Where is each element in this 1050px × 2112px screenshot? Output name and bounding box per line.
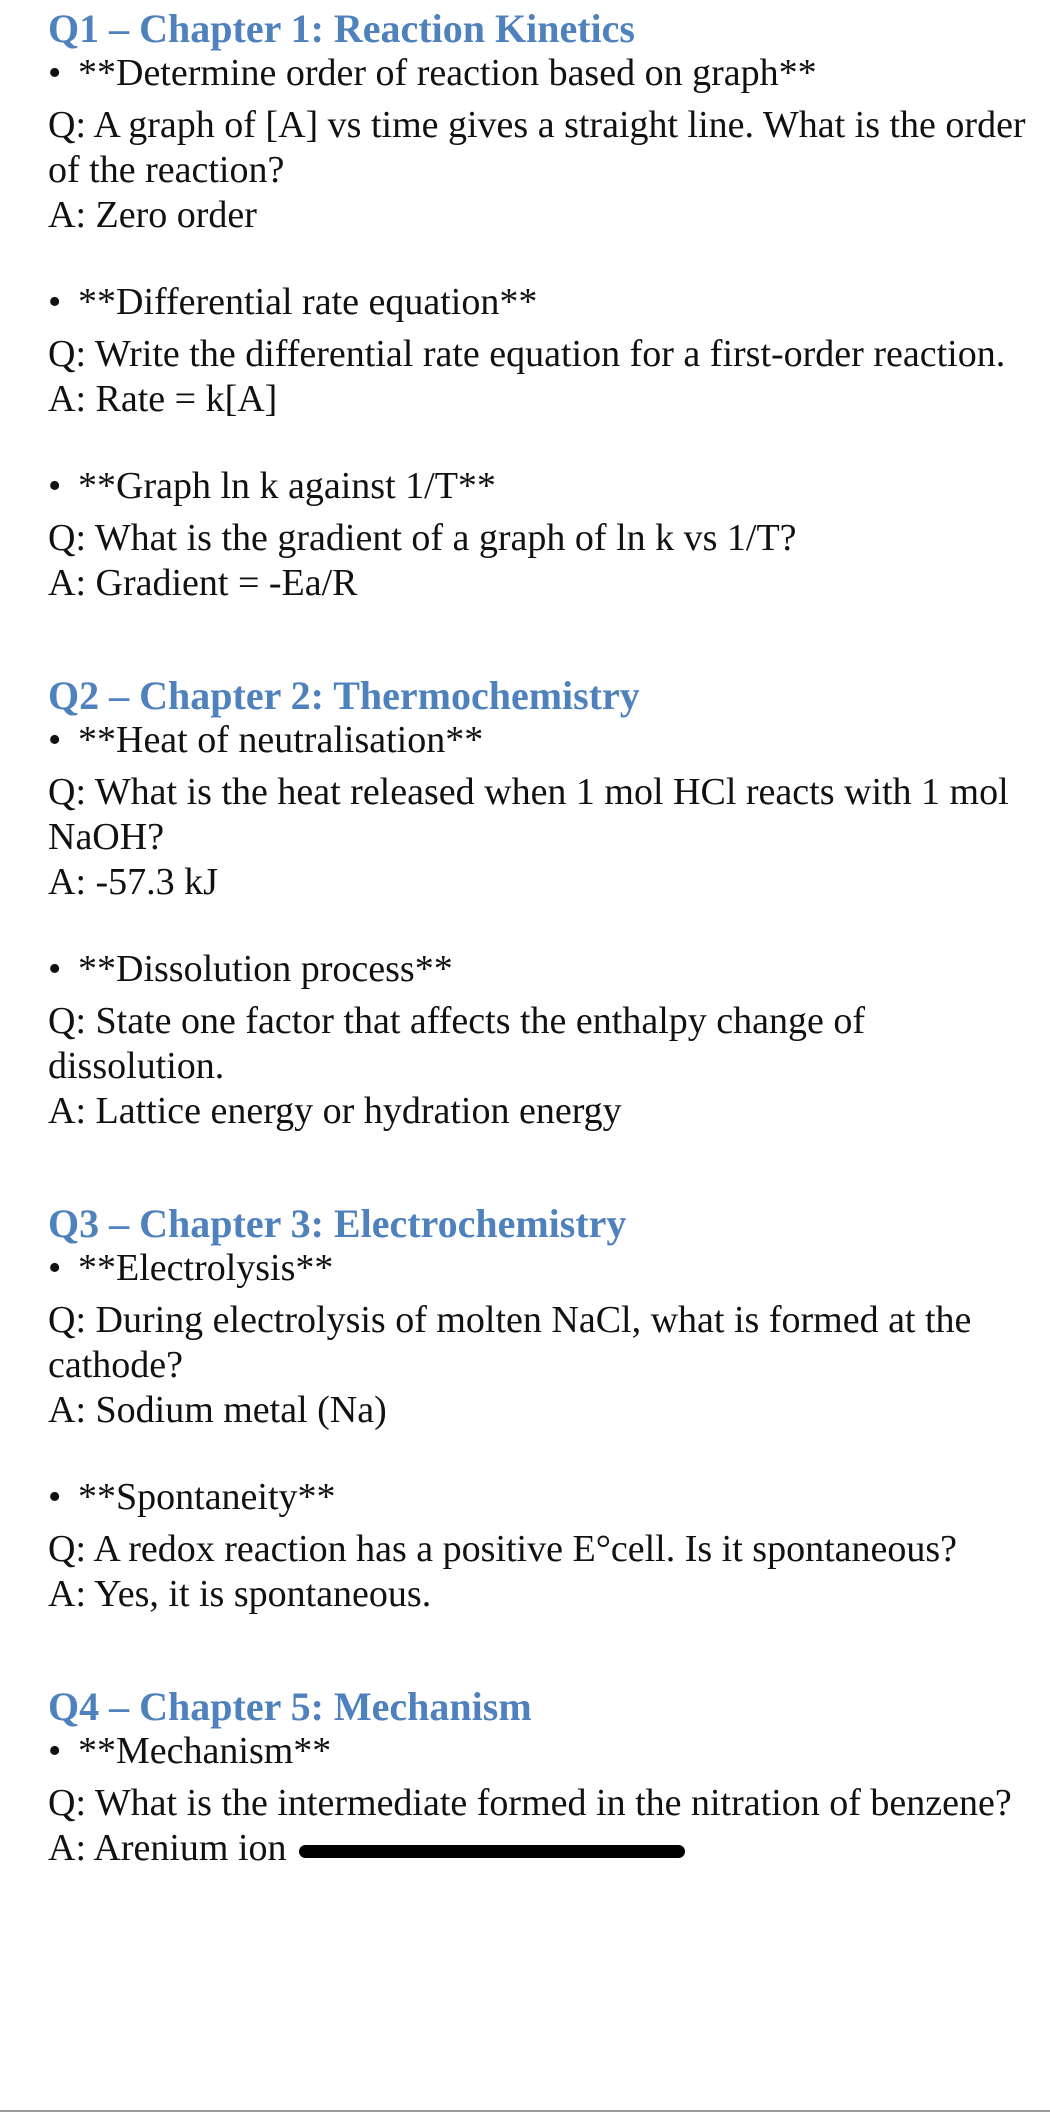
topic-line [48,1475,1038,1520]
answer-text: A: -57.3 kJ [48,861,218,903]
topic-text: **Electrolysis** [78,1247,334,1289]
bullet-icon: • [48,1730,62,1772]
qa-item [48,1246,1038,1433]
question-text: Q: State one factor that affects the enthalpy change of dissolution. [48,1000,866,1087]
question-text: Q: A graph of [A] vs time gives a straight line. What is the order of the reaction? [48,104,1026,191]
topic-text: **Dissolution process** [78,948,453,990]
answer-text: A: Zero order [48,194,257,236]
qa-item [48,51,1038,238]
section-heading: Q1 – Chapter 1: Reaction Kinetics [48,6,635,51]
question-text: Q: What is the heat released when 1 mol HCl reacts with 1 mol NaOH? [48,771,1009,858]
answer-line [48,377,1038,422]
bullet-icon: • [48,719,62,761]
document-body [48,6,1038,1871]
qa-item [48,280,1038,422]
answer-text: A: Arenium ion [48,1827,287,1869]
answer-line [48,561,1038,606]
qa-item [48,718,1038,905]
qa-item [48,464,1038,606]
answer-line [48,193,1038,238]
topic-line [48,1246,1038,1291]
answer-line [48,1388,1038,1433]
topic-line [48,718,1038,763]
answer-text: A: Lattice energy or hydration energy [48,1090,622,1132]
topic-text: **Spontaneity** [78,1476,336,1518]
topic-line [48,464,1038,509]
bullet-icon: • [48,1476,62,1518]
answer-line [48,1572,1038,1617]
answer-line [48,1826,1038,1871]
question-text: Q: What is the intermediate formed in the nitration of benzene? [48,1782,1012,1824]
bullet-icon: • [48,52,62,94]
bullet-icon: • [48,1247,62,1289]
answer-text: A: Rate = k[A] [48,378,278,420]
question-text: Q: During electrolysis of molten NaCl, what is formed at the cathode? [48,1299,972,1386]
bullet-icon: • [48,281,62,323]
answer-text: A: Yes, it is spontaneous. [48,1573,432,1615]
question-text: Q: What is the gradient of a graph of ln k vs 1/T? [48,517,797,559]
section-q4 [48,1684,1038,1871]
topic-text: **Graph ln k against 1/T** [78,465,496,507]
topic-line [48,51,1038,96]
qa-item [48,1475,1038,1617]
answer-text: A: Sodium metal (Na) [48,1389,387,1431]
topic-text: **Heat of neutralisation** [78,719,484,761]
bullet-icon: • [48,948,62,990]
topic-line [48,280,1038,325]
qa-item [48,947,1038,1134]
section-q1 [48,6,1038,606]
section-q2 [48,673,1038,1134]
bullet-icon: • [48,465,62,507]
answer-line [48,1089,1038,1134]
topic-text: **Mechanism** [78,1730,332,1772]
redaction-bar [299,1845,685,1858]
section-heading: Q2 – Chapter 2: Thermochemistry [48,673,640,718]
question-text: Q: Write the differential rate equation for a first-order reaction. [48,333,1006,375]
section-q3 [48,1201,1038,1617]
answer-text: A: Gradient = -Ea/R [48,562,358,604]
section-heading: Q3 – Chapter 3: Electrochemistry [48,1201,627,1246]
answer-line [48,860,1038,905]
question-text: Q: A redox reaction has a positive E°cell. Is it spontaneous? [48,1528,958,1570]
topic-line [48,947,1038,992]
qa-item [48,1729,1038,1871]
topic-text: **Determine order of reaction based on graph** [78,52,817,94]
topic-line [48,1729,1038,1774]
section-heading: Q4 – Chapter 5: Mechanism [48,1684,532,1729]
topic-text: **Differential rate equation** [78,281,538,323]
